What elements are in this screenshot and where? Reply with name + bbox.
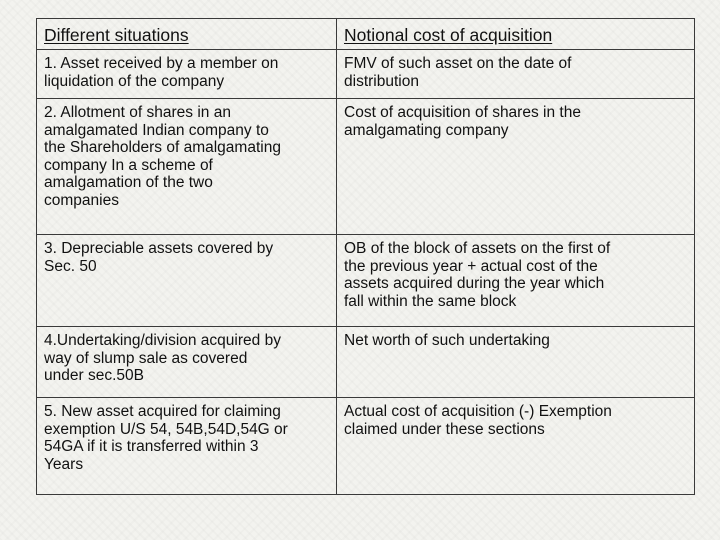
table-row [37,50,695,99]
cost-of-acquisition-table [36,18,695,495]
cost-cell: Cost of acquisition of shares in the amalgamating company [337,99,695,235]
cost-cell: FMV of such asset on the date of distribution [337,50,695,99]
header-cost: Notional cost of acquisition [344,25,553,45]
header-situations: Different situations [44,25,189,45]
cost-cell: OB of the block of assets on the first of the previous year + actual cost of the assets acquired during the year which fall within the same block [337,235,695,327]
header-cell-situations [37,19,337,50]
cost-cell: Actual cost of acquisition (-) Exemption claimed under these sections [337,398,695,495]
table-row [37,327,695,398]
situation-cell: 1. Asset received by a member on liquidation of the company [37,50,337,99]
table-row [37,398,695,495]
header-cell-cost [337,19,695,50]
table-row [37,99,695,235]
table-header-row [37,19,695,50]
situation-cell: 4.Undertaking/division acquired by way of slump sale as covered under sec.50B [37,327,337,398]
situation-cell: 2. Allotment of shares in an amalgamated Indian company to the Shareholders of amalgamating company In a scheme of amalgamation of the two companies [37,99,337,235]
cost-cell: Net worth of such undertaking [337,327,695,398]
situation-cell: 3. Depreciable assets covered by Sec. 50 [37,235,337,327]
situation-cell: 5. New asset acquired for claiming exemption U/S 54, 54B,54D,54G or 54GA if it is transferred within 3 Years [37,398,337,495]
table-row [37,235,695,327]
